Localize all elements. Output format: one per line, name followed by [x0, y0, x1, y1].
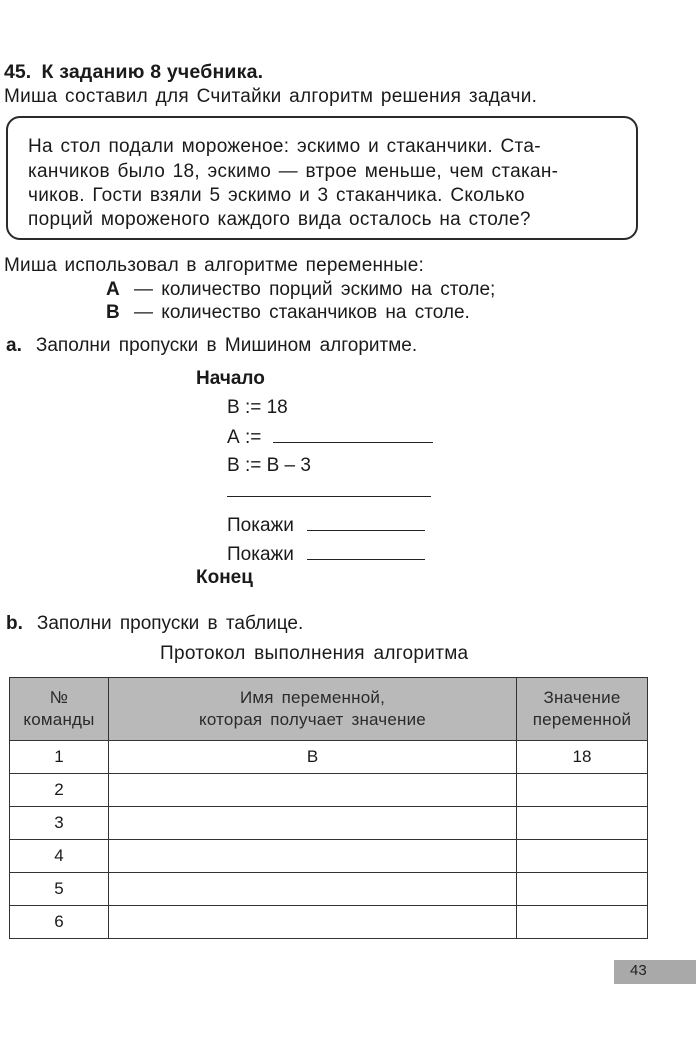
cell-variable-name[interactable]	[109, 906, 517, 939]
variable-desc: — количество стаканчиков на столе.	[134, 302, 470, 323]
cell-command-number: 5	[10, 873, 109, 906]
variable-name: А	[106, 279, 120, 300]
table-row	[10, 741, 648, 774]
variable-desc: — количество порций эскимо на столе;	[134, 279, 496, 300]
algorithm-begin: Начало	[196, 368, 265, 389]
variable-item	[106, 279, 495, 301]
cell-variable-name[interactable]	[109, 873, 517, 906]
algorithm-blank[interactable]	[273, 426, 433, 443]
header-variable-name: Имя переменной, которая получает значение	[109, 678, 517, 741]
table-caption: Протокол выполнения алгоритма	[160, 643, 469, 664]
table-row	[10, 774, 648, 807]
algorithm-show-line	[227, 543, 425, 566]
page-number: 43	[630, 962, 647, 979]
algorithm-blank-line	[227, 480, 431, 503]
page-number-bar	[614, 960, 696, 984]
cell-command-number: 3	[10, 807, 109, 840]
task-line: чиков. Гости взяли 5 эскимо и 3 стаканчика. Сколько	[28, 185, 525, 206]
exercise-intro: Миша составил для Считайки алгоритм решения задачи.	[4, 86, 538, 107]
algorithm-line-a	[227, 426, 433, 449]
algorithm-blank[interactable]	[307, 543, 425, 560]
algorithm-line: В := 18	[227, 397, 288, 418]
cell-variable-name[interactable]: В	[109, 741, 517, 774]
part-b-letter: b.	[6, 613, 23, 634]
part-a-letter: а.	[6, 335, 22, 356]
cell-command-number: 1	[10, 741, 109, 774]
algorithm-line-label: Покажи	[227, 544, 294, 565]
table-row	[10, 840, 648, 873]
cell-variable-name[interactable]	[109, 840, 517, 873]
algorithm-show-line	[227, 514, 425, 537]
table-header-row	[10, 678, 648, 741]
table-row	[10, 807, 648, 840]
variable-item	[106, 302, 470, 324]
exercise-header	[4, 61, 263, 84]
cell-command-number: 2	[10, 774, 109, 807]
task-line: канчиков было 18, эскимо — втрое меньше, чем стакан-	[28, 161, 559, 182]
cell-variable-value[interactable]	[517, 873, 648, 906]
cell-variable-name[interactable]	[109, 807, 517, 840]
part-b	[6, 613, 303, 635]
algorithm-line-label: А :=	[227, 427, 262, 448]
cell-variable-value[interactable]	[517, 807, 648, 840]
task-line: порций мороженого каждого вида осталось на столе?	[28, 209, 531, 230]
cell-variable-value[interactable]: 18	[517, 741, 648, 774]
variables-intro: Миша использовал в алгоритме переменные:	[4, 255, 424, 276]
exercise-title: К заданию 8 учебника.	[41, 61, 264, 83]
exercise-number: 45.	[4, 61, 32, 83]
cell-variable-value[interactable]	[517, 906, 648, 939]
header-variable-value: Значение переменной	[517, 678, 648, 741]
algorithm-end: Конец	[196, 567, 253, 588]
variable-name: В	[106, 302, 120, 323]
algorithm-line: В := В – 3	[227, 455, 311, 476]
protocol-table	[9, 677, 648, 939]
header-command-number: № команды	[10, 678, 109, 741]
cell-variable-value[interactable]	[517, 840, 648, 873]
algorithm-blank[interactable]	[227, 480, 431, 497]
cell-command-number: 4	[10, 840, 109, 873]
table-row	[10, 873, 648, 906]
part-a-text: Заполни пропуски в Мишином алгоритме.	[35, 335, 418, 356]
cell-variable-value[interactable]	[517, 774, 648, 807]
cell-variable-name[interactable]	[109, 774, 517, 807]
algorithm-blank[interactable]	[307, 514, 425, 531]
part-b-text: Заполни пропуски в таблице.	[36, 613, 304, 634]
cell-command-number: 6	[10, 906, 109, 939]
part-a	[6, 335, 417, 357]
algorithm-line-label: Покажи	[227, 515, 294, 536]
task-box	[6, 116, 638, 240]
task-line: На стол подали мороженое: эскимо и стаканчики. Ста-	[28, 136, 541, 157]
table-row	[10, 906, 648, 939]
